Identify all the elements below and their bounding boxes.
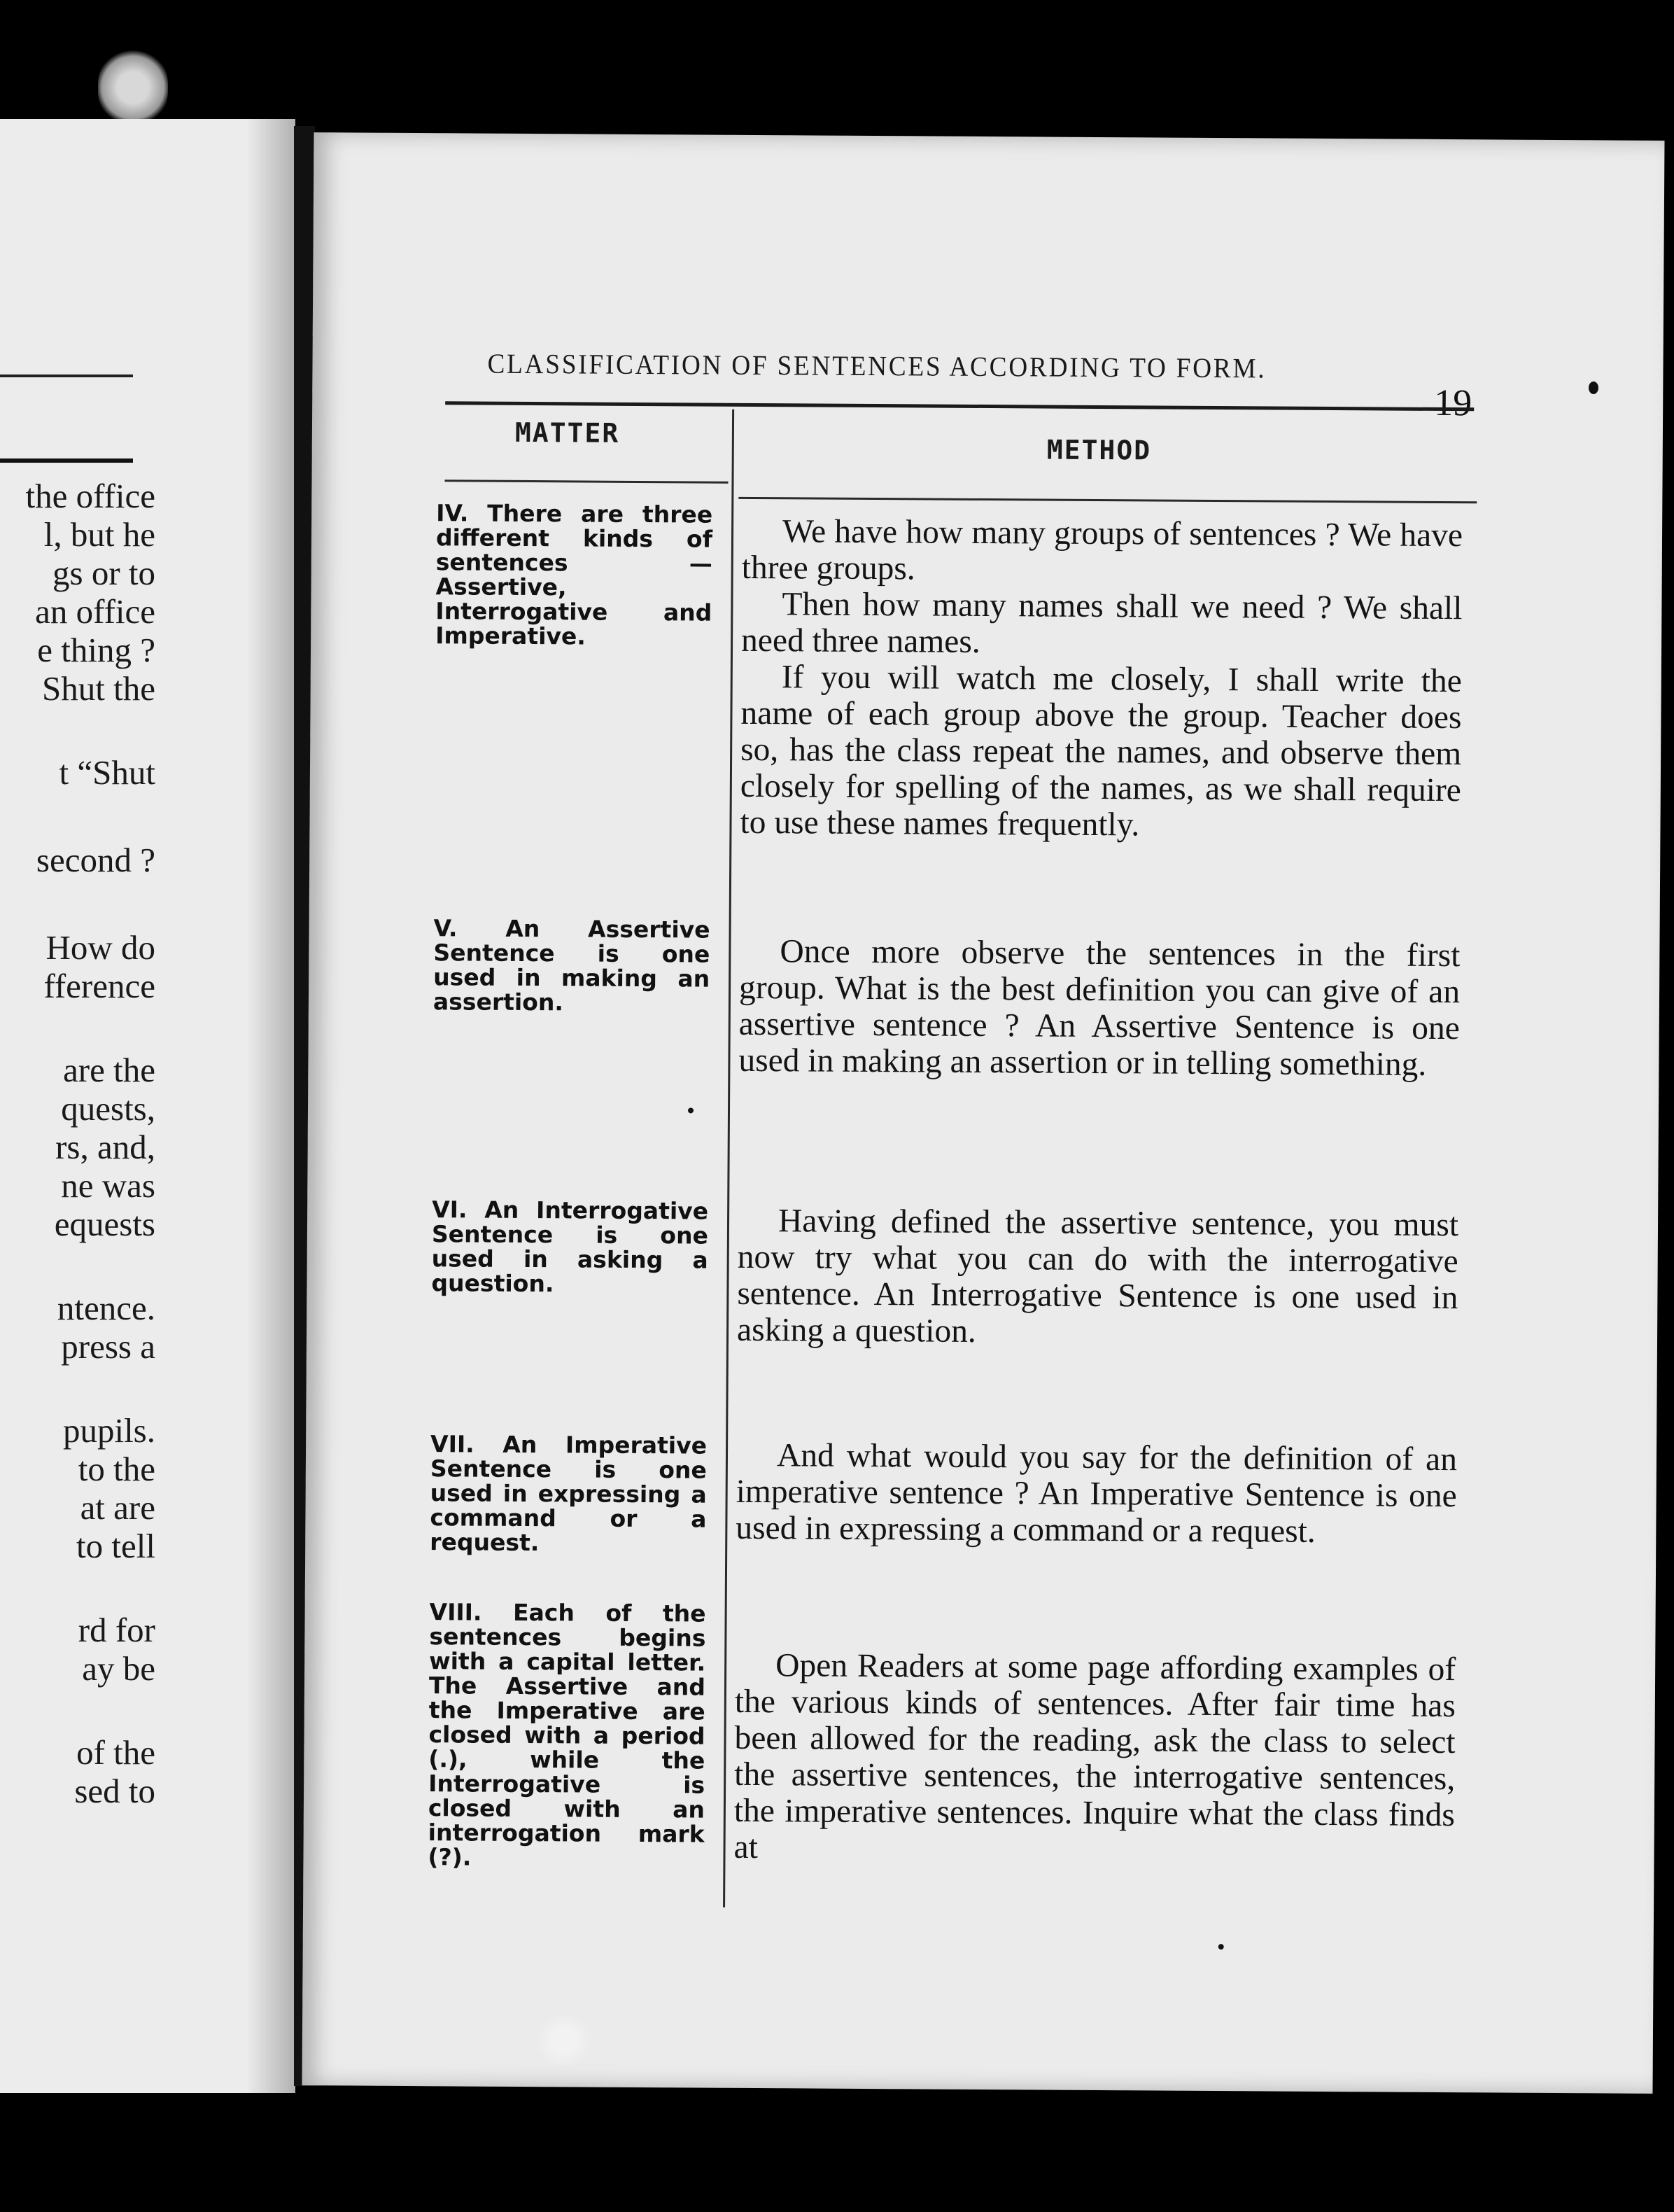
left-page-line: fference (43, 967, 155, 1005)
method-block-assertive (738, 933, 1460, 1083)
left-page-line: to the (78, 1450, 155, 1488)
left-page-line: second ? (36, 841, 155, 879)
left-page-line: at are (80, 1488, 155, 1527)
method-paragraph: Then how many names shall we need ? We shall need three names. (740, 586, 1463, 660)
ink-speck (688, 1107, 694, 1113)
left-page-line: to tell (76, 1527, 155, 1565)
left-page-line: rs, and, (55, 1128, 155, 1166)
left-page-line: t “Shut (59, 753, 155, 792)
matter-note-viii: VIII. Each of the sentences begins with a capital letter. The Assertive and the Imperative are closed with a period (.), while the Interrogative is closed with an interrogation mark (?). (428, 1598, 706, 1871)
ink-speck (1589, 382, 1598, 394)
matter-column-heading: MATTER (514, 416, 620, 449)
left-page-line: Shut the (42, 669, 155, 708)
main-page (302, 132, 1664, 2094)
left-page-line: of the (76, 1733, 155, 1772)
header-rule (445, 401, 1474, 411)
left-facing-page (0, 119, 295, 2093)
left-page-line: gs or to (52, 554, 155, 592)
left-page-line: ntence. (57, 1289, 155, 1327)
left-page-line: rd for (78, 1611, 155, 1649)
left-page-line: pupils. (62, 1411, 155, 1450)
method-column-heading: METHOD (1046, 434, 1152, 466)
left-page-rule (0, 374, 133, 377)
left-page-line: sed to (74, 1772, 155, 1810)
left-page-line: l, but he (43, 515, 155, 554)
paper-blemish (98, 49, 168, 126)
matter-note-iv: IV. There are three different kinds of sentences — Assertive, Interrogative and Imperative. (435, 499, 713, 650)
running-title: CLASSIFICATION OF SENTENCES ACCORDING TO FORM. (487, 347, 1267, 384)
left-page-line: equests (54, 1205, 155, 1243)
matter-header-rule (444, 479, 728, 483)
method-paragraph: If you will watch me closely, I shall write the name of each group above the group. Teacher does so, has the class repeat the names, and observe them closely for spelling of the names, as we shall require to use these names frequently. (740, 659, 1462, 844)
left-page-line: an office (35, 592, 155, 631)
left-page-line: How do (45, 928, 155, 967)
matter-note-v: V. An Assertive Sentence is one used in making an assertion. (432, 914, 710, 1016)
left-page-line: the office (25, 477, 155, 515)
page-shadow (246, 119, 295, 2093)
column-divider (723, 410, 734, 1907)
left-page-rule (0, 458, 133, 463)
method-paragraph: Open Readers at some page affording examples of the various kinds of sentences. After fair time has been allowed for the reading, ask the class to select the assertive sentences, the interrogative sentences, the imperative sentences. Inquire what the class finds at (733, 1647, 1456, 1866)
method-paragraph: And what would you say for the definition of an imperative sentence ? An Imperative Sentence is one used in expressing a command or a request. (736, 1437, 1458, 1550)
ink-speck (1218, 1944, 1224, 1949)
running-head (487, 347, 1674, 388)
matter-note-vii: VII. An Imperative Sentence is one used in expressing a command or a request. (430, 1430, 708, 1557)
left-page-line: are the (63, 1051, 155, 1089)
method-block-groups (740, 513, 1463, 845)
left-page-line: press a (61, 1327, 155, 1366)
method-block-imperative (736, 1437, 1457, 1550)
left-page-line: ay be (82, 1649, 155, 1688)
method-paragraph: Once more observe the sentences in the first group. What is the best definition you can give of an assertive sentence ? An Assertive Sentence is one used in making an assertion or in telling something. (738, 933, 1461, 1083)
method-block-interrogative (737, 1203, 1458, 1352)
page-number: 19 (1434, 381, 1472, 424)
method-header-rule (738, 497, 1477, 503)
left-page-line: ne was (61, 1166, 155, 1205)
left-page-line: quests, (61, 1089, 155, 1128)
method-paragraph: Having defined the assertive sentence, you must now try what you can do with the interrogative sentence. An Interrogative Sentence is one used in asking a question. (736, 1203, 1459, 1350)
matter-note-vi: VI. An Interrogative Sentence is one used in asking a question. (431, 1196, 709, 1298)
method-paragraph: We have how many groups of sentences ? We have three groups. (741, 513, 1463, 587)
method-block-readers (733, 1647, 1456, 1870)
left-page-line: e thing ? (37, 631, 155, 669)
paper-blemish (532, 2016, 595, 2065)
